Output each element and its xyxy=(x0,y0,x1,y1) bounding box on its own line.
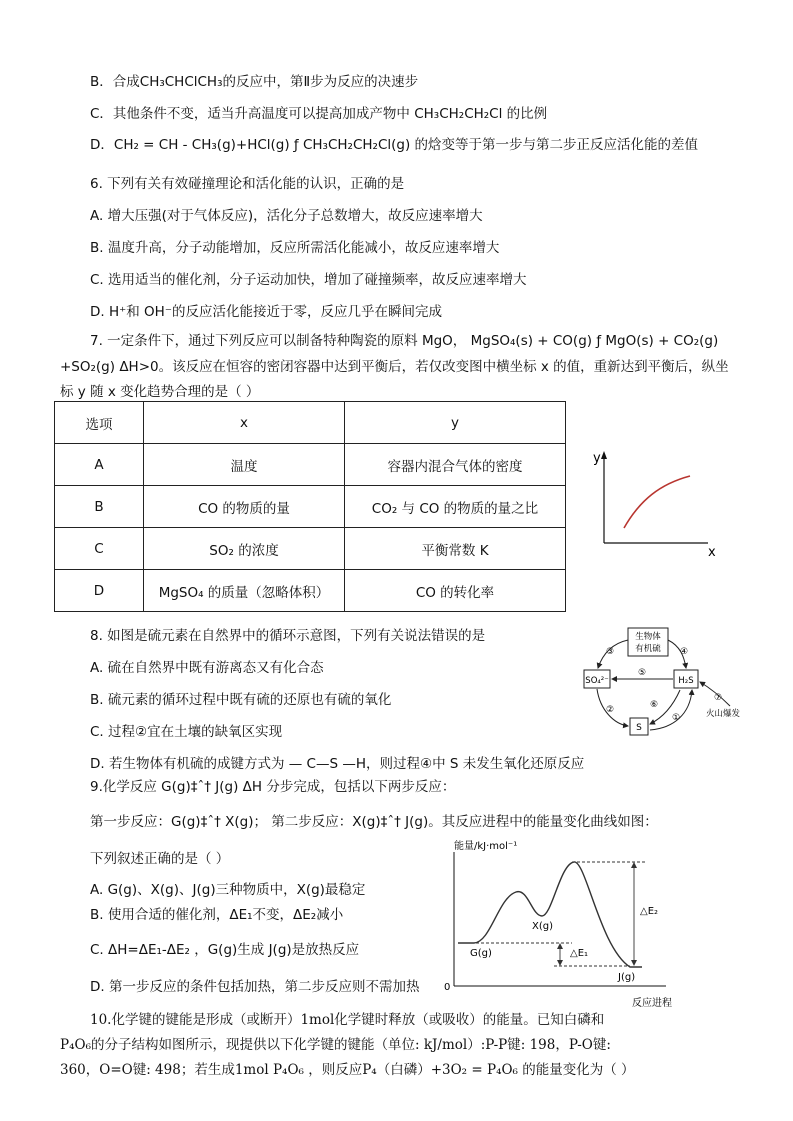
table-row xyxy=(55,486,566,528)
q5-option-b: B．合成CH₃CHClCH₃的反应中，第Ⅱ步为反应的决速步 xyxy=(90,74,419,90)
sulfur-label: S xyxy=(636,723,642,733)
table-cell: B xyxy=(55,486,144,528)
q6-option-a: A. 增大压强(对于气体反应)，活化分子总数增大，故反应速率增大 xyxy=(90,208,483,224)
table-cell: 平衡常数 K xyxy=(345,528,566,570)
energy-axis-label: 能量/kJ·mol⁻¹ xyxy=(454,841,518,852)
table-header-row xyxy=(55,402,566,444)
sulfate-label: SO₄²⁻ xyxy=(585,676,609,686)
label-1: ① xyxy=(672,713,681,723)
bio-label-2: 有机硫 xyxy=(635,644,661,654)
table-cell: 容器内混合气体的密度 xyxy=(345,444,566,486)
q9-stem-line3: 下列叙述正确的是（ ） xyxy=(90,851,230,867)
q7-options-table xyxy=(54,401,566,612)
q5-option-c: C．其他条件不变，适当升高温度可以提高加成产物中 CH₃CH₂CH₂Cl 的比例 xyxy=(90,106,548,122)
label-6: ⑥ xyxy=(650,700,659,710)
trend-curve xyxy=(624,476,690,528)
y-axis-arrow-icon xyxy=(601,451,607,459)
arrow-1 xyxy=(650,690,692,730)
table-row xyxy=(55,528,566,570)
table-cell: MgSO₄ 的质量（忽略体积） xyxy=(144,570,345,612)
label-7: ⑦ xyxy=(714,693,723,703)
q9-option-a: A. G(g)、X(g)、J(g)三种物质中，X(g)最稳定 xyxy=(90,882,366,898)
q8-option-d: D. 若生物体有机硫的成键方式为 — C—S —H，则过程④中 S 未发生氧化还原反应 xyxy=(90,756,585,772)
delta-e1-label: △E₁ xyxy=(570,948,589,959)
label-5: ⑤ xyxy=(638,668,647,678)
bio-label-1: 生物体 xyxy=(635,632,661,642)
q7-stem-line2: +SO₂(g) ΔH>0。该反应在恒容的密闭容器中达到平衡后，若仅改变图中横坐标 x 的值，重新达到平衡后，纵坐 xyxy=(60,359,729,375)
q8-stem: 8. 如图是硫元素在自然界中的循环示意图，下列有关说法错误的是 xyxy=(90,628,486,644)
q5-option-d: D．CH₂ = CH - CH₃(g)+HCl(g) ƒ CH₃CH₂CH₂Cl(g) 的焓变等于第一步与第二步正反应活化能的差值 xyxy=(90,137,699,153)
q10-line2: P₄O₆的分子结构如图所示，现提供以下化学键的键能（单位: kJ/mol）:P-P键: 198，P-O键: xyxy=(60,1037,611,1053)
q8-option-b: B. 硫元素的循环过程中既有硫的还原也有硫的氧化 xyxy=(90,692,392,708)
x-label: X(g) xyxy=(532,921,554,932)
label-2: ② xyxy=(606,705,615,715)
energy-profile-graph xyxy=(436,838,696,1014)
e2-arrow-down-icon xyxy=(631,960,637,966)
table-header-cell: x xyxy=(144,402,345,444)
table-header-cell: y xyxy=(345,402,566,444)
q10-line1: 10.化学键的键能是形成（或断开）1mol化学键时释放（或吸收）的能量。已知白磷和 xyxy=(90,1012,605,1028)
sulfur-cycle-diagram xyxy=(580,624,760,744)
q7-stem-line3: 标 y 随 x 变化趋势合理的是（ ） xyxy=(60,384,260,400)
g-label: G(g) xyxy=(470,948,492,959)
table-cell: D xyxy=(55,570,144,612)
q9-option-c: C. ΔH=ΔE₁-ΔE₂ ，G(g)生成 J(g)是放热反应 xyxy=(90,942,360,958)
progress-axis-label: 反应进程 xyxy=(632,998,672,1009)
table-cell: CO 的物质的量 xyxy=(144,486,345,528)
table-row xyxy=(55,570,566,612)
label-4: ④ xyxy=(680,647,689,657)
q9-option-b: B. 使用合适的催化剂，ΔE₁不变，ΔE₂减小 xyxy=(90,907,344,923)
table-cell: CO₂ 与 CO 的物质的量之比 xyxy=(345,486,566,528)
q10-line3: 360，O=O键: 498；若生成1mol P₄O₆ ，则反应P₄（白磷）+3O₂ = P₄O₆ 的能量变化为（ ） xyxy=(60,1062,635,1078)
q8-option-a: A. 硫在自然界中既有游离态又有化合态 xyxy=(90,660,324,676)
e2-arrow-up-icon xyxy=(631,862,637,868)
table-row xyxy=(55,444,566,486)
table-header-cell: 选项 xyxy=(55,402,144,444)
origin-label: 0 xyxy=(444,982,451,993)
e1-arrow-down-icon xyxy=(557,960,563,966)
table-cell: C xyxy=(55,528,144,570)
table-cell: SO₂ 的浓度 xyxy=(144,528,345,570)
table-cell: A xyxy=(55,444,144,486)
q8-option-c: C. 过程②宜在土壤的缺氧区实现 xyxy=(90,724,283,740)
table-cell: 温度 xyxy=(144,444,345,486)
table-cell: CO 的转化率 xyxy=(345,570,566,612)
q7-stem-line1: 7. 一定条件下，通过下列反应可以制备特种陶瓷的原料 MgO， MgSO₄(s) + CO(g) ƒ MgO(s) + CO₂(g) xyxy=(90,333,719,349)
delta-e2-label: △E₂ xyxy=(640,906,659,917)
q9-stem-line1: 9.化学反应 G(g)‡ˆ† J(g) ΔH 分步完成，包括以下两步反应： xyxy=(90,779,456,795)
q6-stem: 6. 下列有关有效碰撞理论和活化能的认识，正确的是 xyxy=(90,176,405,192)
volcano-label: 火山爆发 xyxy=(706,709,741,719)
q6-option-c: C. 选用适当的催化剂，分子运动加快，增加了碰撞频率，故反应速率增大 xyxy=(90,272,527,288)
q6-option-b: B. 温度升高，分子动能增加，反应所需活化能减小，故反应速率增大 xyxy=(90,240,500,256)
q6-option-d: D. H⁺和 OH⁻的反应活化能接近于零，反应几乎在瞬间完成 xyxy=(90,304,442,320)
j-label: J(g) xyxy=(618,972,636,983)
q9-stem-line2: 第一步反应：G(g)‡ˆ† X(g)； 第二步反应：X(g)‡ˆ† J(g)。其反应进程中的能量变化曲线如图： xyxy=(90,814,658,830)
h2s-label: H₂S xyxy=(678,676,694,686)
e1-arrow-up-icon xyxy=(557,943,563,949)
label-3: ③ xyxy=(606,647,615,657)
graph-y-label: y xyxy=(593,451,601,466)
q9-option-d: D. 第一步反应的条件包括加热，第二步反应则不需加热 xyxy=(90,979,420,995)
q7-trend-graph xyxy=(590,448,725,560)
graph-x-label: x xyxy=(708,545,716,560)
